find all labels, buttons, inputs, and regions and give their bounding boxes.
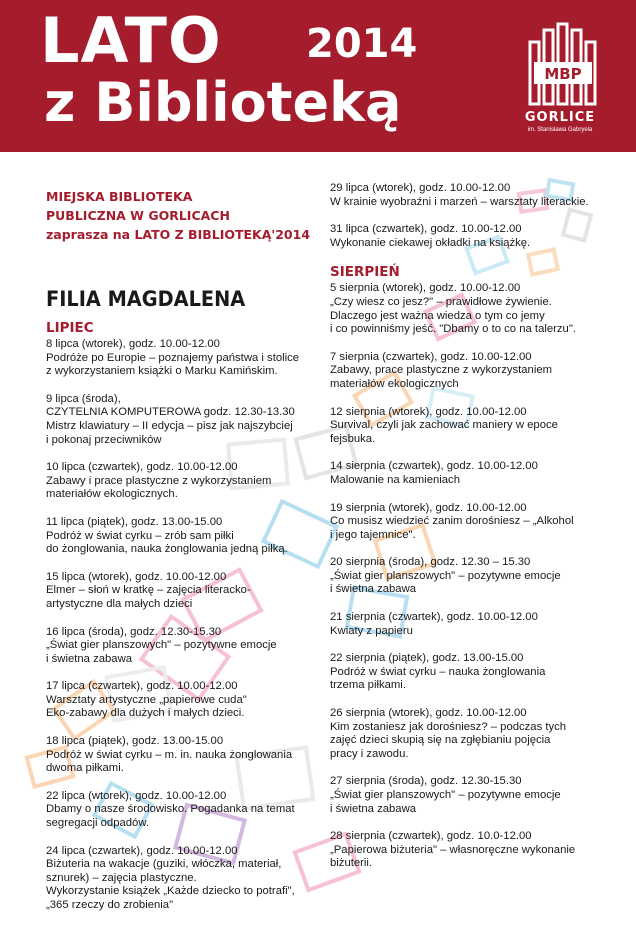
event-date: 17 lipca (czwartek), godz. 10.00-12.00 [46, 680, 238, 693]
event-date: 22 lipca (wtorek), godz. 10.00-12.00 [46, 789, 227, 802]
event-date: 19 sierpnia (wtorek), godz. 10.00-12.00 [330, 501, 527, 514]
event-item [330, 406, 620, 447]
poster-title: LATO [40, 4, 222, 77]
event-item [46, 845, 316, 913]
event-description: pracy i zawodu. [330, 747, 409, 760]
event-item [46, 338, 316, 379]
event-item [330, 611, 620, 638]
event-description: Warsztaty artystyczne „papierowe cuda" [46, 693, 247, 706]
event-item [46, 680, 316, 721]
event-date: 10 lipca (czwartek), godz. 10.00-12.00 [46, 461, 238, 474]
event-description: Eko-zabawy dla dużych i małych dzieci. [46, 707, 245, 720]
event-description: „Czy wiesz co jesz?" – prawidłowe żywienie. [330, 295, 552, 308]
event-date: 8 lipca (wtorek), godz. 10.00-12.00 [46, 338, 220, 350]
event-item [46, 626, 316, 667]
logo-subtitle: im. Stanisława Gabryela [527, 127, 593, 133]
event-date: 15 lipca (wtorek), godz. 10.00-12.00 [46, 570, 227, 583]
event-description: i świetna zabawa [330, 583, 417, 596]
july-column [46, 320, 316, 927]
event-date: 14 sierpnia (czwartek), godz. 10.00-12.00 [330, 460, 538, 473]
event-date: 9 lipca (środa), [46, 392, 121, 405]
event-description: Podróże po Europie – poznajemy państwa i stolice [46, 351, 300, 364]
event-date: 24 lipca (czwartek), godz. 10.00-12.00 [46, 844, 238, 857]
event-description: artystyczne dla małych dzieci [46, 597, 193, 610]
event-description: Podróż w świat cyrku – m. in. nauka żonglowania [46, 748, 293, 761]
event-description: i pokonaj przeciwników [46, 433, 162, 446]
event-date: 12 sierpnia (wtorek), godz. 10.00-12.00 [330, 405, 527, 418]
event-date: 18 lipca (piątek), godz. 13.00-15.00 [46, 735, 224, 748]
event-description: fejsbuka. [330, 432, 376, 445]
event-description: Podróż w świat cyrku – nauka żonglowania [330, 665, 546, 678]
event-description: „Papierowa biżuteria" – własnoręczne wykonanie [330, 843, 576, 856]
intro-line: PUBLICZNA W GORLICACH [46, 208, 230, 223]
event-date: 20 sierpnia (środa), godz. 12.30 – 15.30 [330, 556, 531, 569]
event-item [330, 182, 620, 209]
event-description: Dlaczego jest ważna wiedza o tym co jemy [330, 309, 545, 322]
event-date: 31 lipca (czwartek), godz. 10.00-12.00 [330, 223, 522, 236]
branch-title: FILIA MAGDALENA [46, 287, 246, 311]
event-description: Elmer – słoń w kratkę – zajęcia literacko- [46, 584, 251, 597]
event-date: 16 lipca (środa), godz. 12.30-15.30 [46, 625, 222, 638]
event-item [46, 516, 316, 557]
poster-year: 2014 [306, 21, 418, 67]
event-item [330, 652, 620, 693]
month-heading: LIPIEC [46, 320, 94, 336]
event-description: segregacji odpadów. [46, 817, 150, 830]
event-description: Wykonanie ciekawej okładki na książkę. [330, 236, 531, 249]
logo-city: GORLICE [524, 110, 596, 125]
event-description: biżuterii. [330, 857, 373, 870]
event-description: i co powinniśmy jeść. "Dbamy o to co na talerzu". [330, 323, 576, 336]
event-item [46, 571, 316, 612]
intro-block [46, 187, 316, 244]
event-date: 22 sierpnia (piątek), godz. 13.00-15.00 [330, 652, 524, 665]
event-date: 28 sierpnia (czwartek), godz. 10.0-12.00 [330, 830, 532, 843]
event-description: Zabawy i prace plastyczne z wykorzystaniem [46, 474, 272, 487]
event-date: 5 sierpnia (wtorek), godz. 10.00-12.00 [330, 282, 521, 295]
event-description: Kim zostaniesz jak dorośniesz? – podczas tych [330, 720, 567, 733]
event-description: „Świat gier planszowych" – pozytywne emocje [330, 789, 561, 801]
august-column [330, 182, 620, 885]
event-description: materiałów ekologicznych [330, 377, 459, 390]
month-heading: SIERPIEŃ [330, 264, 400, 281]
event-description: „Świat gier planszowych" – pozytywne emocje [46, 639, 277, 652]
event-list [46, 338, 316, 913]
event-date: 7 sierpnia (czwartek), godz. 10.00-12.00 [330, 350, 532, 363]
event-description: trzema piłkami. [330, 679, 406, 692]
event-item [330, 775, 620, 816]
event-description: Co musisz wiedzieć zanim dorośniesz – „Alkohol [330, 515, 574, 528]
event-item [46, 461, 316, 502]
event-description: Wykorzystanie książek „Każde dziecko to potrafi", [46, 885, 295, 898]
event-item [46, 735, 316, 776]
event-date: 26 sierpnia (wtorek), godz. 10.00-12.00 [330, 707, 527, 720]
event-description: Kwiaty z papieru [330, 624, 413, 637]
event-description: zajęć dzieci skupią się na zgłębianiu pojęcia [330, 734, 551, 747]
event-item [46, 393, 316, 447]
event-description: Zabawy, prace plastyczne z wykorzystaniem [330, 364, 553, 377]
event-list [330, 282, 620, 871]
event-description: materiałów ekologicznych. [46, 488, 178, 501]
event-item [46, 790, 316, 831]
event-item [330, 707, 620, 761]
event-date: 21 sierpnia (czwartek), godz. 10.00-12.00 [330, 611, 538, 624]
event-description: Mistrz klawiatury – II edycja – pisz jak najszybciej [46, 419, 293, 432]
event-description: z wykorzystaniem książki o Marku Kamińskim. [46, 365, 278, 378]
event-list [330, 182, 620, 250]
event-item [330, 351, 620, 392]
event-item [330, 556, 620, 597]
event-item [330, 830, 620, 871]
event-description: CZYTELNIA KOMPUTEROWA godz. 12.30-13.30 [46, 406, 295, 419]
logo-text: MBP [544, 65, 582, 83]
intro-line: zaprasza na LATO Z BIBLIOTEKĄ'2014 [46, 227, 311, 242]
event-description: Podróż w świat cyrku – zrób sam piłki [46, 529, 234, 542]
poster-subtitle: z Biblioteką [44, 71, 402, 134]
event-item [330, 282, 620, 336]
event-item [330, 460, 620, 487]
event-description: sznurek) – zajęcia plastyczne. [46, 871, 197, 884]
event-description: „Świat gier planszowych" – pozytywne emocje [330, 569, 561, 582]
event-description: i świetna zabawa [330, 802, 417, 815]
event-description: Biżuteria na wakacje (guziki, włóczka, materiał, [46, 858, 282, 871]
event-item [330, 502, 620, 543]
event-description: Malowanie na kamieniach [330, 473, 460, 486]
event-description: i świetna zabawa [46, 652, 133, 665]
intro-line: MIEJSKA BIBLIOTEKA [46, 189, 193, 204]
event-item [330, 223, 620, 250]
event-description: W krainie wyobraźni i marzeń – warsztaty literackie. [330, 195, 589, 208]
event-description: i jego tajemnice". [330, 528, 416, 541]
event-description: dwoma piłkami. [46, 762, 124, 775]
event-date: 27 sierpnia (środa), godz. 12.30-15.30 [330, 775, 522, 788]
event-description: Dbamy o nasze środowisko. Pogadanka na temat [46, 803, 295, 816]
event-description: „365 rzeczy do zrobienia" [46, 899, 174, 911]
event-date: 11 lipca (piątek), godz. 13.00-15.00 [46, 515, 223, 528]
event-description: Survival, czyli jak zachować maniery w epoce [330, 419, 558, 432]
event-date: 29 lipca (wtorek), godz. 10.00-12.00 [330, 182, 511, 194]
event-description: do żonglowania, nauka żonglowania jedną piłką. [46, 543, 288, 556]
